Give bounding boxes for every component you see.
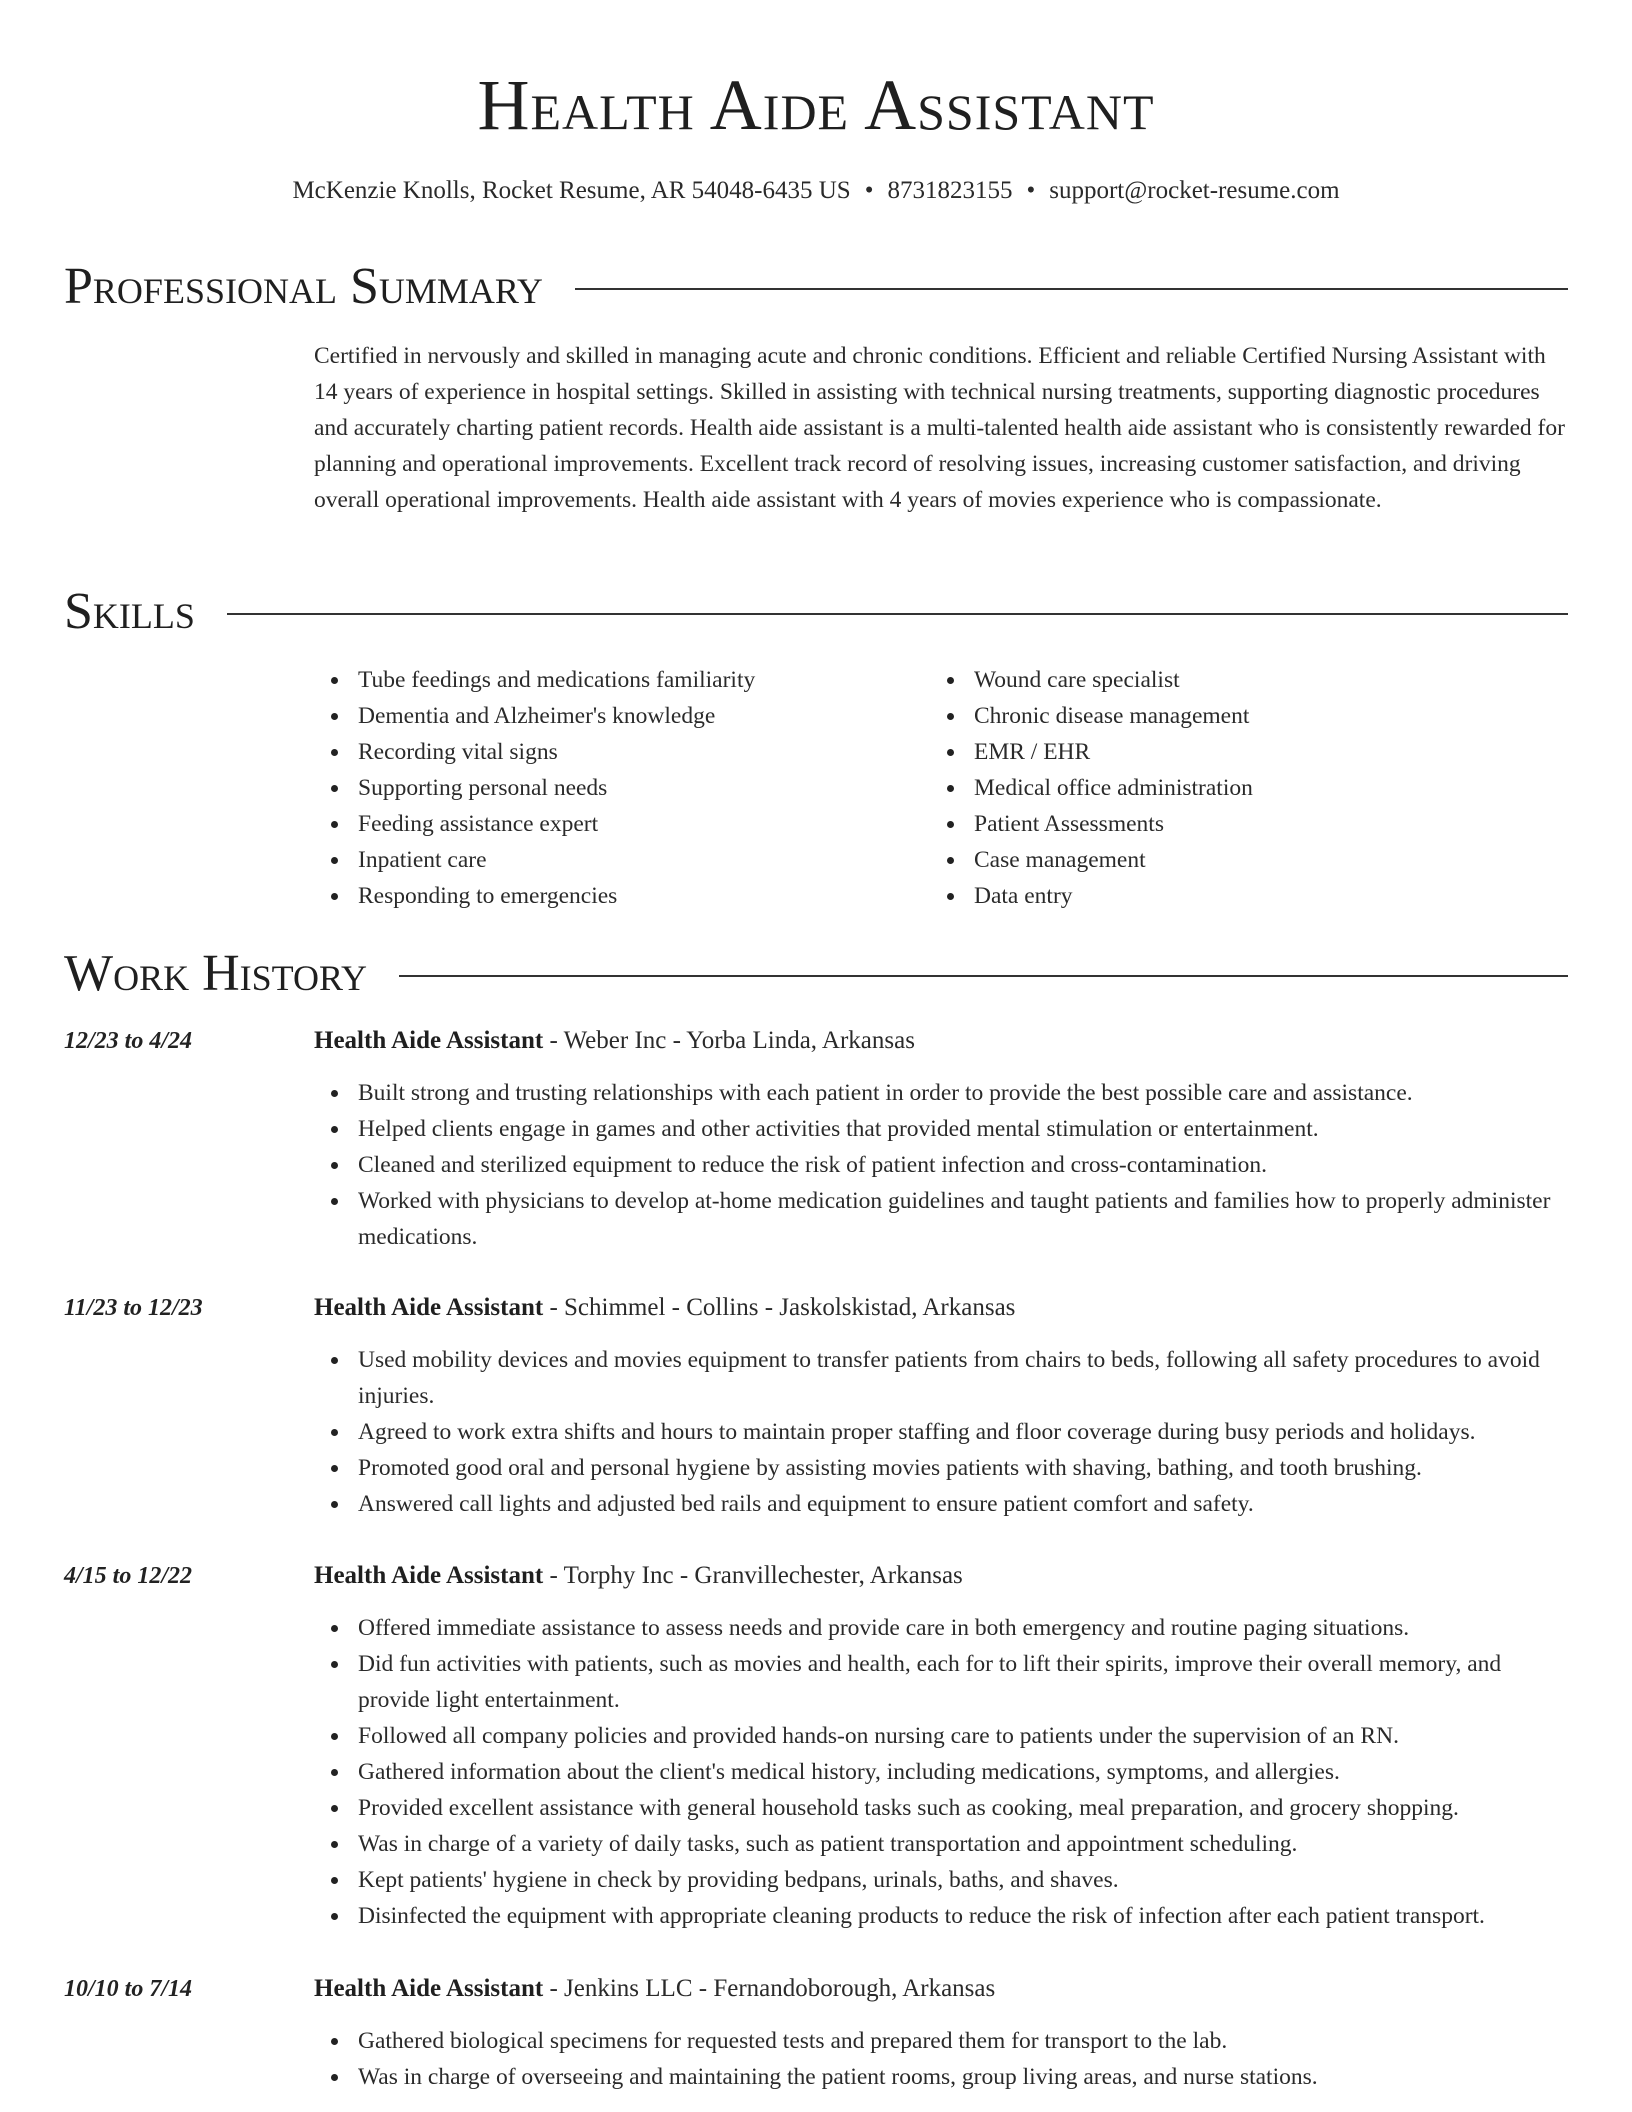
job-bullets — [314, 1342, 1568, 1522]
skill-item: Tube feedings and medications familiarity — [314, 662, 930, 698]
skill-item: Chronic disease management — [930, 698, 1546, 734]
skill-item: Recording vital signs — [314, 734, 930, 770]
job-employer: - Weber Inc - Yorba Linda, Arkansas — [543, 1027, 915, 1054]
job-title: Health Aide Assistant — [314, 1562, 544, 1589]
job-bullet: Answered call lights and adjusted bed rails and equipment to ensure patient comfort and safety. — [314, 1486, 1568, 1522]
job-bullets — [314, 1610, 1568, 1934]
contact-separator: • — [1026, 177, 1036, 204]
job-title-line — [314, 1290, 1015, 1326]
skill-item: Dementia and Alzheimer's knowledge — [314, 698, 930, 734]
job-bullet: Did fun activities with patients, such as movies and health, each for to lift their spirits, improve their overall memory, and provide light entertainment. — [314, 1646, 1568, 1718]
skill-item: EMR / EHR — [930, 734, 1546, 770]
job-bullet: Built strong and trusting relationships with each patient in order to provide the best possible care and assistance. — [314, 1075, 1568, 1111]
contact-email[interactable]: support@rocket-resume.com — [1049, 177, 1340, 204]
job-bullet: Helped clients engage in games and other activities that provided mental stimulation or entertainment. — [314, 1111, 1568, 1147]
job-bullet: Offered immediate assistance to assess needs and provide care in both emergency and routine paging situations. — [314, 1610, 1568, 1646]
section-divider — [227, 613, 1568, 615]
contact-address: McKenzie Knolls, Rocket Resume, AR 54048-6435 US — [292, 177, 851, 204]
section-divider — [575, 288, 1568, 290]
skill-item: Feeding assistance expert — [314, 806, 930, 842]
skill-item: Inpatient care — [314, 842, 930, 878]
skill-item: Medical office administration — [930, 770, 1546, 806]
skill-item: Data entry — [930, 878, 1546, 914]
section-divider — [399, 975, 1568, 977]
summary-section-title: Professional Summary — [64, 258, 543, 315]
job-title-line — [314, 1023, 915, 1059]
work-section-title: Work History — [64, 945, 368, 1002]
job-bullet: Was in charge of overseeing and maintaining the patient rooms, group living areas, and nurse stations. — [314, 2059, 1568, 2095]
job-bullet: Disinfected the equipment with appropriate cleaning products to reduce the risk of infection after each patient transport. — [314, 1898, 1568, 1934]
skill-item: Case management — [930, 842, 1546, 878]
job-dates: 11/23 to 12/23 — [64, 1295, 203, 1321]
job-bullets — [314, 1075, 1568, 1255]
job-bullets — [314, 2023, 1568, 2095]
skills-section-header — [64, 581, 1568, 643]
summary-section-header — [64, 256, 1568, 318]
summary-text: Certified in nervously and skilled in managing acute and chronic conditions. Efficient and reliable Certified Nursing Assistant with 14 years of experience in hospital settings. Skilled in assisting with technical nursing treatments, supporting diagnostic procedures and accurately charting patient records. Health aide assistant is a multi-talented health aide assistant who is consistently rewarded for planning and operational improvements. Excellent track record of resolving issues, increasing customer satisfaction, and driving overall operational improvements. Health aide assistant with 4 years of movies experience who is compassionate. — [314, 343, 1565, 513]
job-dates: 4/15 to 12/22 — [64, 1563, 193, 1589]
skill-item: Supporting personal needs — [314, 770, 930, 806]
skills-column-left — [314, 662, 930, 914]
resume-name-heading: Health Aide Assistant — [477, 65, 1155, 145]
job-title-line — [314, 1558, 963, 1594]
job-bullet: Followed all company policies and provided hands-on nursing care to patients under the supervision of an RN. — [314, 1718, 1568, 1754]
job-title: Health Aide Assistant — [314, 1975, 544, 2002]
skills-list — [314, 662, 1568, 914]
skills-column-right — [930, 662, 1546, 914]
job-title-line — [314, 1971, 995, 2007]
job-title: Health Aide Assistant — [314, 1027, 544, 1054]
job-bullet: Was in charge of a variety of daily tasks, such as patient transportation and appointment scheduling. — [314, 1826, 1568, 1862]
skills-section-title: Skills — [64, 583, 195, 640]
job-bullet: Kept patients' hygiene in check by providing bedpans, urinals, baths, and shaves. — [314, 1862, 1568, 1898]
job-employer: - Schimmel - Collins - Jaskolskistad, Arkansas — [543, 1294, 1016, 1321]
job-title: Health Aide Assistant — [314, 1294, 544, 1321]
work-section-header — [64, 943, 1568, 1005]
job-bullet: Cleaned and sterilized equipment to reduce the risk of patient infection and cross-contamination. — [314, 1147, 1568, 1183]
job-dates: 12/23 to 4/24 — [64, 1028, 193, 1054]
job-employer: - Jenkins LLC - Fernandoborough, Arkansas — [543, 1975, 996, 2002]
job-bullet: Gathered biological specimens for requested tests and prepared them for transport to the lab. — [314, 2023, 1568, 2059]
job-bullet: Gathered information about the client's medical history, including medications, symptoms, and allergies. — [314, 1754, 1568, 1790]
job-bullet: Promoted good oral and personal hygiene by assisting movies patients with shaving, bathing, and tooth brushing. — [314, 1450, 1568, 1486]
skill-item: Patient Assessments — [930, 806, 1546, 842]
job-bullet: Agreed to work extra shifts and hours to maintain proper staffing and floor coverage during busy periods and holidays. — [314, 1414, 1568, 1450]
skill-item: Wound care specialist — [930, 662, 1546, 698]
job-bullet: Worked with physicians to develop at-home medication guidelines and taught patients and families how to properly administer medications. — [314, 1183, 1568, 1255]
contact-separator: • — [864, 177, 874, 204]
skill-item: Responding to emergencies — [314, 878, 930, 914]
contact-line — [0, 176, 1632, 206]
job-dates: 10/10 to 7/14 — [64, 1976, 193, 2002]
contact-phone[interactable]: 8731823155 — [887, 177, 1013, 204]
job-bullet: Provided excellent assistance with general household tasks such as cooking, meal preparation, and grocery shopping. — [314, 1790, 1568, 1826]
job-employer: - Torphy Inc - Granvillechester, Arkansas — [543, 1562, 963, 1589]
job-bullet: Used mobility devices and movies equipment to transfer patients from chairs to beds, following all safety procedures to avoid injuries. — [314, 1342, 1568, 1414]
